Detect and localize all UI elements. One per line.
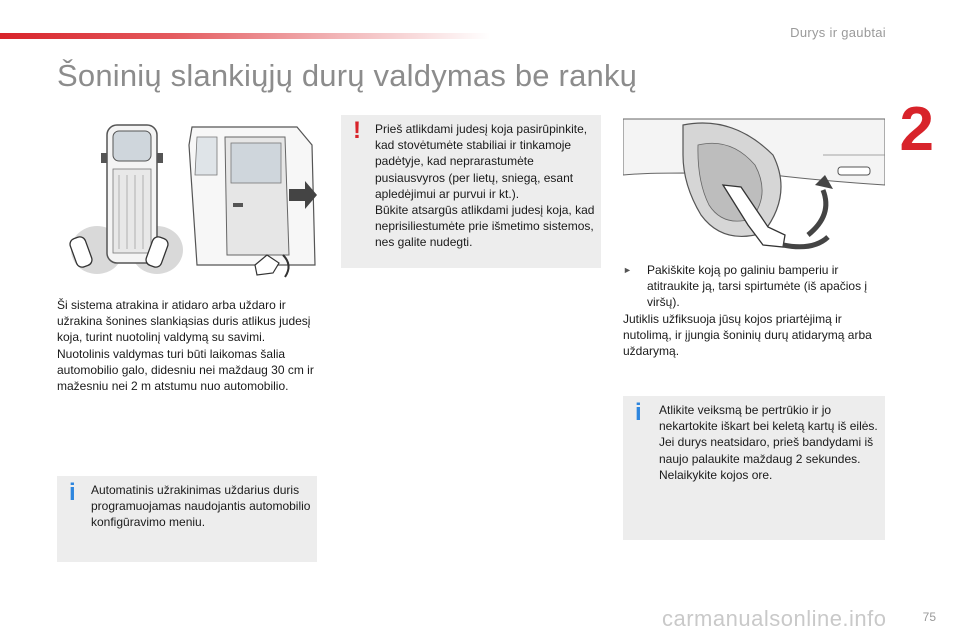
page-title: Šoninių slankiųjų durų valdymas be rankų	[57, 58, 638, 93]
info-icon: i	[69, 479, 76, 506]
info-text-repeat	[659, 402, 881, 483]
van-diagram	[57, 115, 317, 287]
step-text: Pakiškite koją po galiniu bamperiu ir atitraukite ją, tarsi spirtumėte (iš apačios į viršų).	[647, 263, 868, 310]
warning-icon: !	[353, 117, 361, 144]
info-icon: i	[635, 399, 642, 426]
sensor-paragraph: Jutiklis užfiksuoja jūsų kojos priartėjimą ir nutolimą, ir įjungia šoninių durų atidarymą arba uždarymą.	[623, 312, 872, 359]
section-title: Durys ir gaubtai	[790, 25, 886, 40]
bumper-diagram	[623, 115, 885, 252]
warning-text-1: Prieš atlikdami judesį koja pasirūpinkite, kad stovėtumėte stabiliai ir tinkamoje padėtyje, kad neprarastumėte pusiausvyros (per lietų, sniegą, esant apledėjimui ar purvui ir kt.).	[375, 122, 588, 201]
warning-text-2: Būkite atsargūs atlikdami judesį koja, kad neprisiliestumėte prie išmetimo sistemos, nes galite nudegti.	[375, 203, 595, 250]
instruction-step	[623, 262, 885, 311]
header-accent-bar	[0, 33, 490, 39]
page-number: 75	[922, 610, 936, 624]
bumper-illustration	[623, 115, 885, 252]
info-box-auto-lock	[57, 476, 317, 562]
intro-paragraph: Ši sistema atrakina ir atidaro arba uždaro ir užrakina šonines slankiąsias duris atlikus judesį koja, turint nuotolinį valdymą su savimi. Nuotolinis valdymas turi būti laikomas šalia automobilio galo, didesniu nei maždaug 30 cm ir mažesniu nei 2 m atstumu nuo automobilio.	[57, 298, 314, 394]
van-illustration	[57, 115, 317, 287]
watermark: carmanualsonline.info	[662, 606, 887, 631]
step-bullet-icon: ►	[623, 265, 632, 275]
info-repeat-text-2: Jei durys neatsidaro, prieš bandydami iš naujo palaukite maždaug 2 sekundes.	[659, 435, 874, 466]
info-repeat-text-1: Atlikite veiksmą be pertrūkio ir jo nekartokite iškart bei keletą kartų iš eilės.	[659, 403, 878, 434]
chapter-number: 2	[899, 95, 934, 164]
info-text-auto-lock: Automatinis užrakinimas uždarius duris programuojamas naudojantis automobilio konfigūravimo meniu.	[91, 483, 311, 530]
info-box-repeat	[623, 396, 885, 540]
info-repeat-text-3: Nelaikykite kojos ore.	[659, 467, 773, 482]
warning-box	[341, 115, 601, 268]
warning-text	[375, 121, 597, 251]
